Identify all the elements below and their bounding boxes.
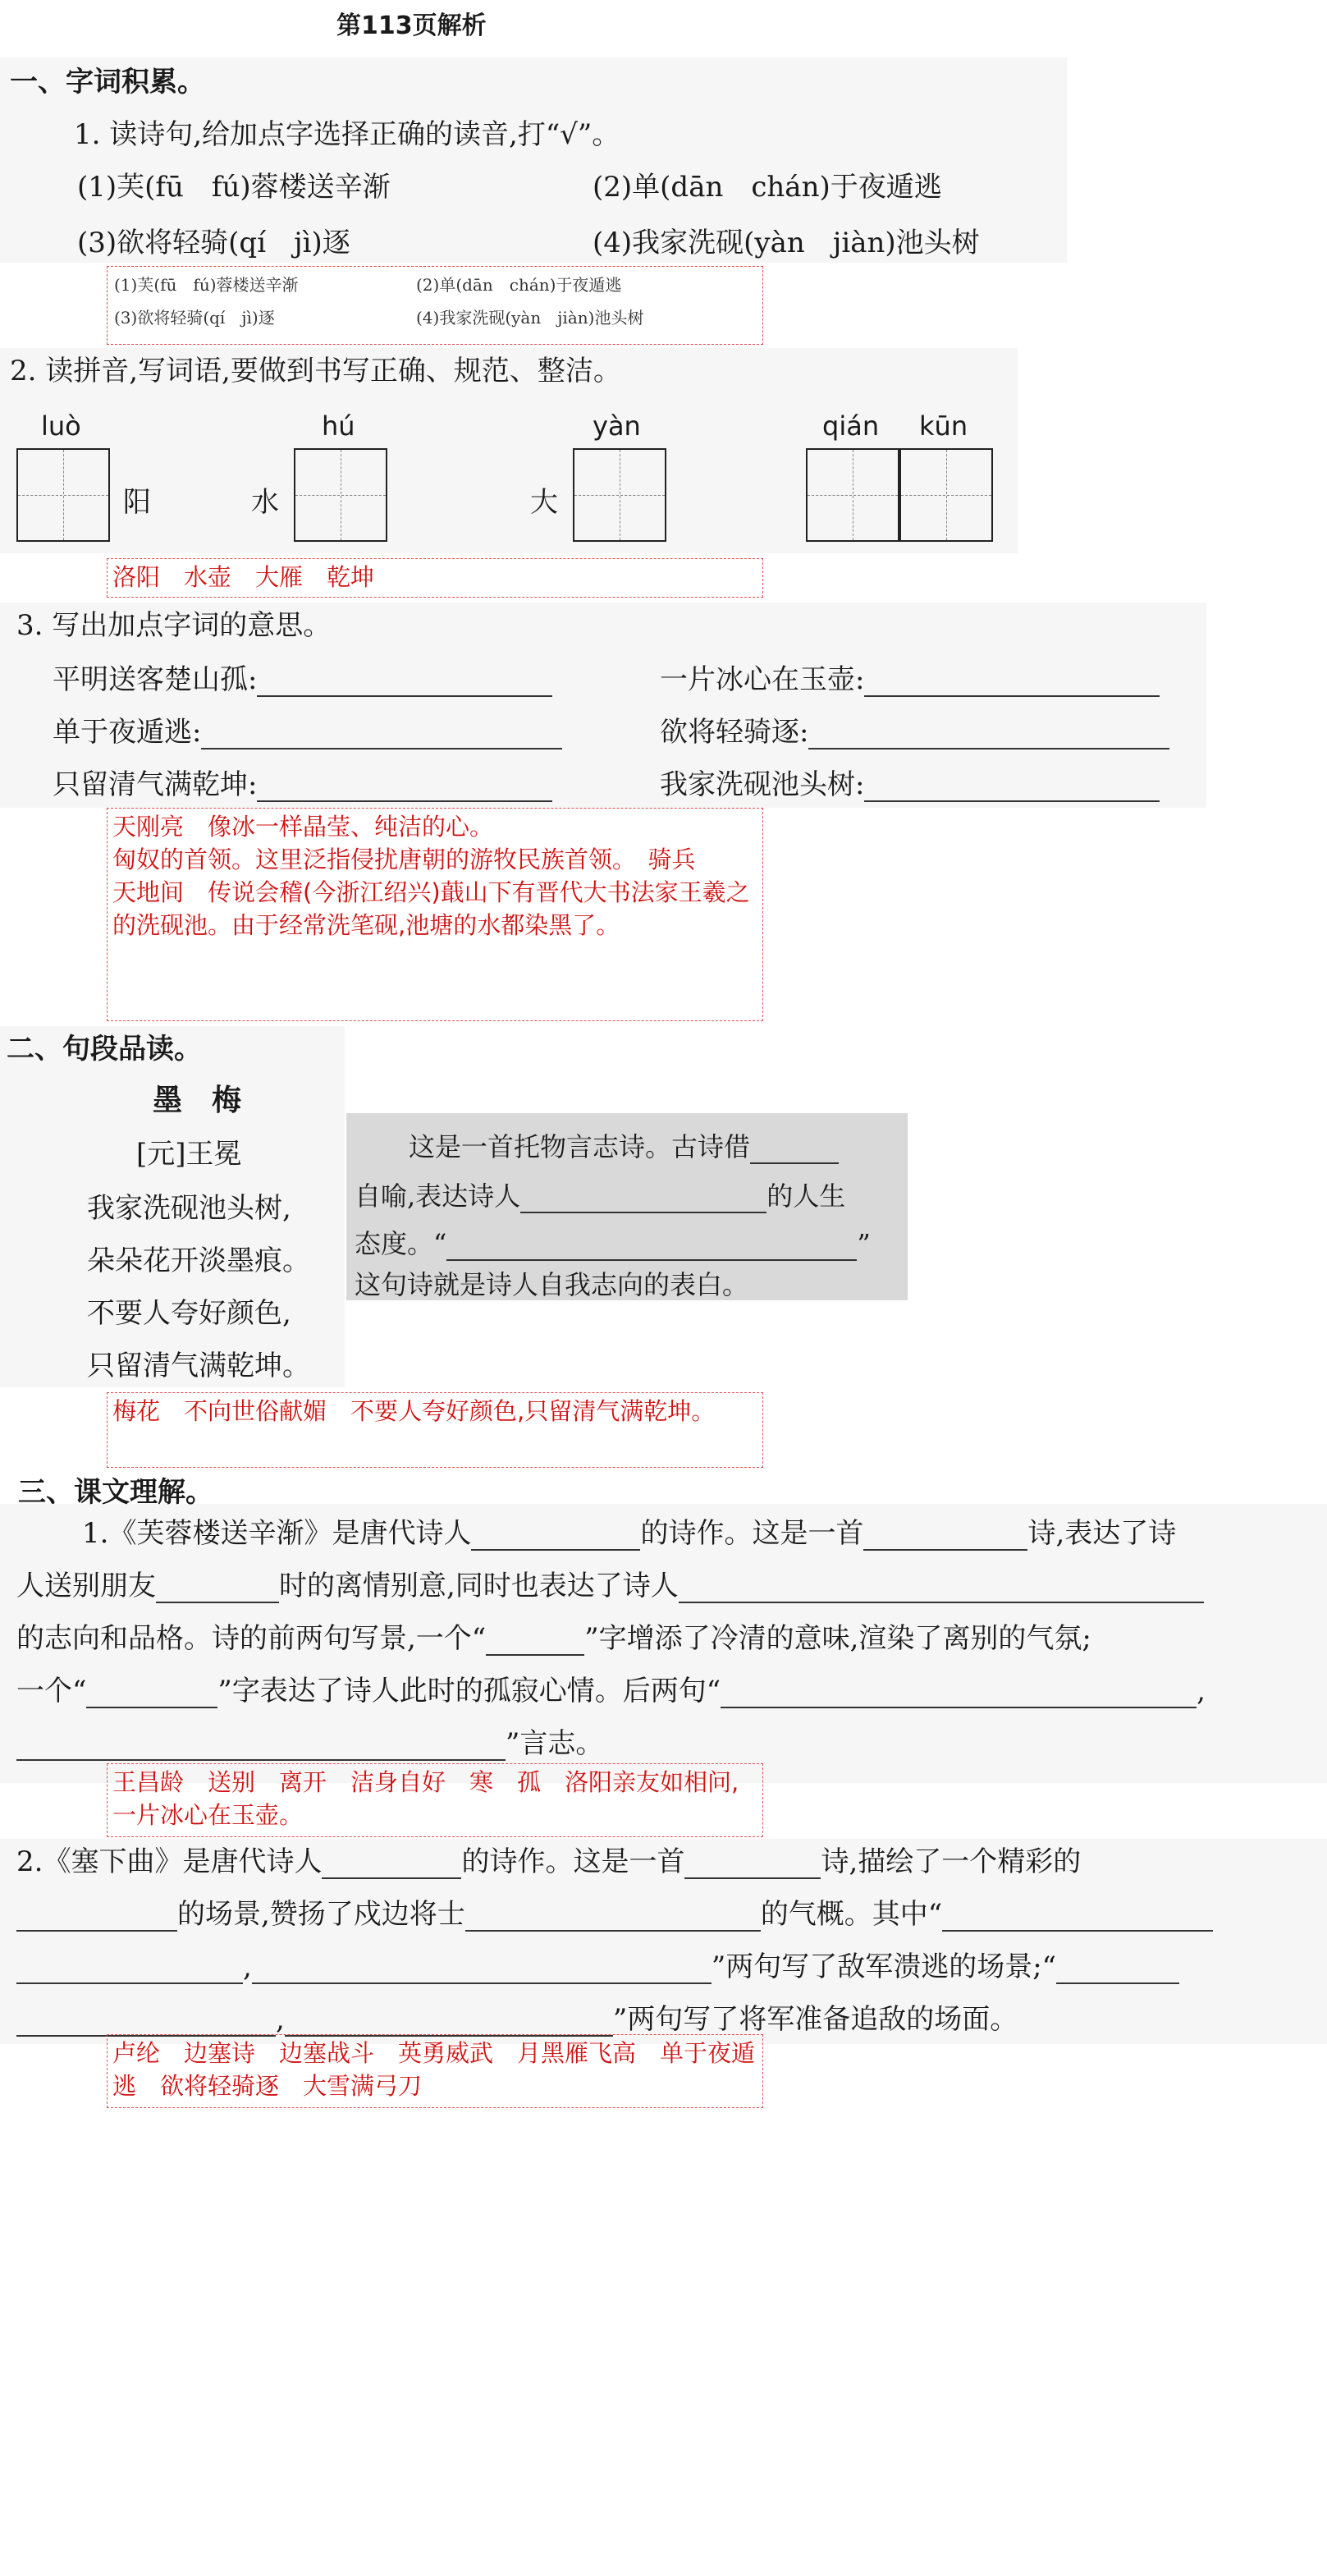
s3q1-text-3: 诗,表达了诗 [1027,1517,1177,1550]
question-box [346,1113,908,1300]
poem-line-2: 朵朵花开淡墨痕。 [87,1244,310,1277]
s3q2-answer-box [107,2034,763,2108]
pinyin-kun: kūn [919,410,968,442]
s3q1-line-5 [16,1721,603,1761]
q3-row-1-right [660,657,1160,697]
s3q2-blank-line3[interactable] [1056,1982,1179,1984]
s3q2-blank-scene[interactable] [16,1930,177,1932]
box-blank-2[interactable] [520,1212,766,1213]
q3-item-5: 只留清气满乾坤: [53,768,258,801]
poem-line-3: 不要人夸好颜色, [87,1297,291,1330]
q3-blank-6[interactable] [864,800,1160,802]
box-text-3: 的人生 [766,1180,846,1212]
s3q1-text-1: 1.《芙蓉楼送辛渐》是唐代诗人 [82,1517,472,1550]
s3q1-blank-char2[interactable] [86,1707,217,1708]
q1-answer-item-3: (3)欲将轻骑(qí jì)逐 [114,308,275,328]
q3-blank-3[interactable] [201,748,562,749]
box-blank-3[interactable] [446,1259,857,1261]
pinyin-qian: qián [822,410,880,442]
s3q2-text-6: , [243,1950,252,1983]
section2-answer-box [107,1392,763,1468]
char-yang: 阳 [123,486,151,519]
q1-item-3: (3)欲将轻骑(qí jì)逐 [77,227,350,259]
box-text-2: 自喻,表达诗人 [355,1180,521,1212]
box-line-1 [409,1126,839,1164]
s3q2-text-7: ”两句写了敌军溃逃的场景;“ [711,1950,1057,1983]
q1-stem: 1. 读诗句,给加点字选择正确的读音,打“√”。 [74,118,620,151]
s3q1-text-9: ”字表达了诗人此时的孤寂心情。后两句“ [217,1675,721,1707]
writing-grid-3[interactable] [573,448,666,542]
pinyin-hu: hú [322,410,355,442]
writing-grid-4[interactable] [806,448,899,542]
q2-stem: 2. 读拼音,写词语,要做到书写正确、规范、整洁。 [10,355,621,387]
s3q2-text-2: 的诗作。这是一首 [461,1845,685,1878]
s3q1-text-5: 时的离情别意,同时也表达了诗人 [279,1570,679,1602]
char-da: 大 [530,486,558,519]
q3-row-3-right [660,762,1160,802]
s3q2-text-3: 诗,描绘了一个精彩的 [821,1845,1082,1878]
section2-heading: 二、句段品读。 [7,1033,202,1066]
writing-grid-1[interactable] [16,448,110,542]
s3q2-text-9: ”两句写了将军准备追敌的场面。 [612,2003,1018,2036]
s3q1-blank-poet-will[interactable] [679,1602,1204,1603]
s3q2-blank-spirit[interactable] [465,1930,761,1932]
s3q1-text-6: 的志向和品格。诗的前两句写景,一个“ [16,1622,487,1655]
pinyin-yan: yàn [593,410,641,442]
s3q1-blank-friend[interactable] [156,1602,279,1603]
s3q2-line-3 [16,1944,1179,1984]
q3-item-4: 欲将轻骑逐: [660,716,809,749]
section3-heading: 三、课文理解。 [18,1476,213,1509]
s3q1-blank-poet[interactable] [471,1549,640,1551]
s3q1-text-7: ”字增添了冷清的意味,渲染了离别的气氛; [584,1622,1091,1655]
q3-answer-box [107,808,763,1021]
q3-blank-1[interactable] [257,695,552,697]
q3-row-3-left [53,762,552,802]
q1-item-2: (2)单(dān chán)于夜遁逃 [593,171,942,204]
q1-answer-item-4: (4)我家洗砚(yàn jiàn)池头树 [416,308,644,328]
poem-line-4: 只留清气满乾坤。 [87,1350,310,1382]
q3-answer-line-3: 天地间 传说会稽(今浙江绍兴)蕺山下有晋代大书法家王羲之的洗砚池。由于经常洗笔砚,池塘的水都染黑了。 [112,878,750,939]
pinyin-luo: luò [41,410,81,442]
s3q2-line-4 [16,1996,1018,2037]
s3q2-blank-line2[interactable] [252,1982,712,1984]
s3q1-text-11: ”言志。 [506,1727,604,1760]
q2-answer-box [107,558,763,598]
box-text-5: ” [857,1228,871,1259]
s3q1-text-4: 人送别朋友 [16,1570,156,1602]
q3-answer-line-2: 匈奴的首领。这里泛指侵扰唐朝的游牧民族首领。 骑兵 [112,846,696,873]
q3-row-1-left [53,657,552,697]
q3-stem: 3. 写出加点字词的意思。 [16,609,332,642]
q3-blank-5[interactable] [257,800,552,802]
s3q2-blank-type[interactable] [684,1877,821,1879]
q3-row-2-right [660,709,1169,749]
writing-grid-2[interactable] [294,448,387,542]
poem-title: 墨 梅 [153,1083,242,1117]
q3-row-2-left [53,709,562,749]
s3q1-blank-line1[interactable] [721,1707,1197,1708]
s3q1-blank-line2[interactable] [16,1759,506,1761]
s3q2-blank-line1[interactable] [942,1930,1213,1932]
q3-blank-2[interactable] [864,695,1160,697]
s3q2-line-2 [16,1891,1213,1932]
s3q2-line-1 [16,1839,1081,1879]
box-text-4: 态度。“ [355,1228,447,1259]
s3q2-text-5: 的气概。其中“ [760,1898,943,1931]
s3q2-text-4: 的场景,赞扬了戍边将士 [177,1898,465,1931]
q1-item-4: (4)我家洗砚(yàn jiàn)池头树 [593,227,980,259]
box-text-6: 这句诗就是诗人自我志向的表白。 [355,1269,749,1300]
writing-grid-5[interactable] [899,448,993,542]
s3q1-line-2 [16,1563,1204,1603]
s3q1-answer-box [107,1763,763,1837]
q1-answer-box [107,266,763,345]
s3q2-blank-line1b[interactable] [16,1982,243,1984]
s3q1-blank-char1[interactable] [486,1654,584,1656]
q3-item-2: 一片冰心在玉壶: [660,663,865,696]
s3q1-blank-type[interactable] [863,1549,1027,1551]
q1-answer-item-1: (1)芙(fū fú)蓉楼送辛渐 [114,275,299,295]
s3q2-text-1: 2.《塞下曲》是唐代诗人 [16,1845,323,1878]
box-blank-1[interactable] [750,1162,839,1164]
q2-answer: 洛阳 水壶 大雁 乾坤 [112,563,375,591]
char-shui: 水 [251,486,279,519]
s3q1-line-1 [82,1510,1176,1551]
page-title: 第113页解析 [336,11,487,40]
box-line-3 [355,1223,871,1261]
section1-heading: 一、字词积累。 [10,66,205,99]
s3q1-line-4 [16,1668,1206,1708]
section2-answer: 梅花 不向世俗献媚 不要人夸好颜色,只留清气满乾坤。 [112,1397,716,1425]
q3-blank-4[interactable] [808,748,1169,749]
q3-item-1: 平明送客楚山孤: [53,663,258,696]
q3-item-6: 我家洗砚池头树: [660,768,865,801]
q1-answer-item-2: (2)单(dān chán)于夜遁逃 [416,275,622,295]
poem-author: [元]王冕 [136,1138,242,1171]
s3q2-answer: 卢纶 边塞诗 边塞战斗 英勇威武 月黑雁飞高 单于夜遁逃 欲将轻骑逐 大雪满弓刀 [112,2039,756,2100]
poem-line-1: 我家洗砚池头树, [87,1192,291,1225]
s3q2-text-8: , [276,2003,285,2036]
box-line-2 [355,1176,845,1213]
s3q1-text-10: , [1197,1675,1206,1707]
s3q1-answer: 王昌龄 送别 离开 洁身自好 寒 孤 洛阳亲友如相问,一片冰心在玉壶。 [112,1768,739,1829]
q3-answer-line-1: 天刚亮 像冰一样晶莹、纯洁的心。 [112,813,494,841]
s3q2-blank-poet[interactable] [322,1877,461,1879]
box-text-1: 这是一首托物言志诗。古诗借 [409,1131,751,1162]
q1-item-1: (1)芙(fū fú)蓉楼送辛渐 [77,171,391,204]
q3-item-3: 单于夜遁逃: [53,716,202,749]
s3q1-text-8: 一个“ [16,1675,87,1707]
s3q1-text-2: 的诗作。这是一首 [640,1517,864,1550]
s3q1-line-3 [16,1616,1091,1656]
poem-body [87,1182,310,1392]
